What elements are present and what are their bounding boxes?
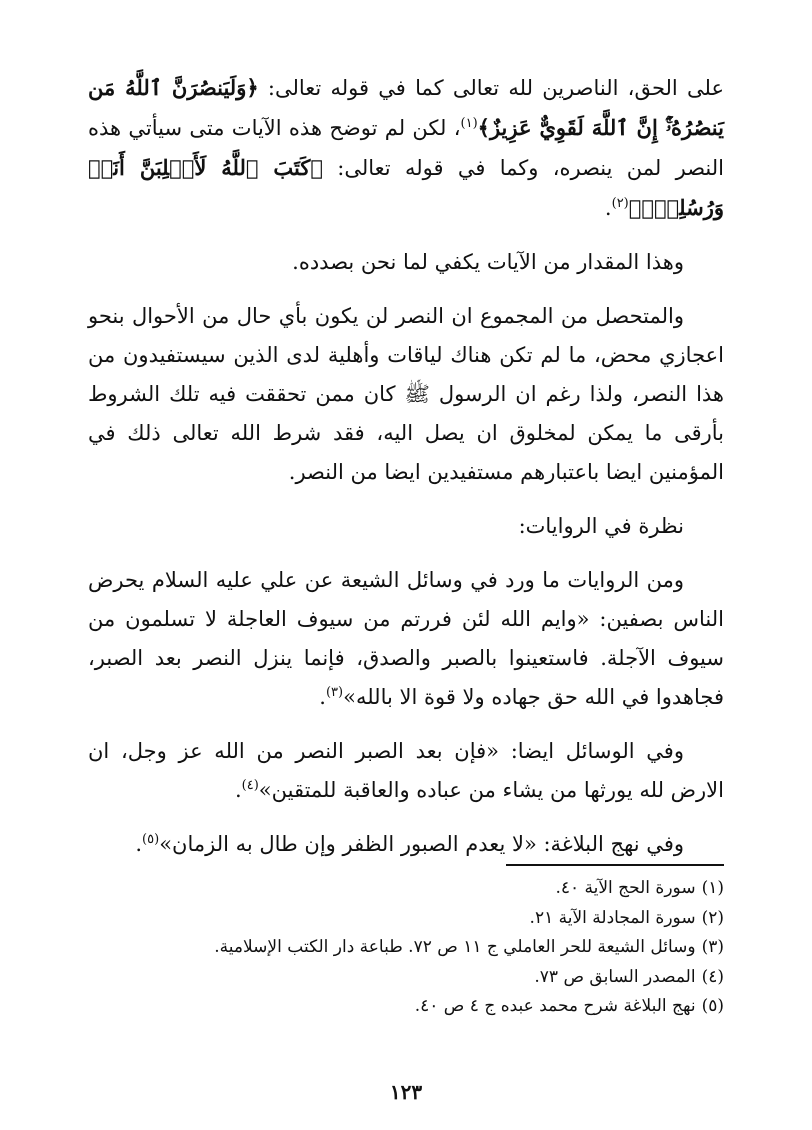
footnote-3 xyxy=(88,933,724,963)
footnote-ref-2[interactable]: (٢) xyxy=(611,196,629,211)
footnote-text: سورة المجادلة الآية ٢١. xyxy=(529,907,696,928)
paragraph-5-text: ومن الروايات ما ورد في وسائل الشيعة عن علي عليه السلام يحرض الناس بصفين: «وايم الله لئن فررتم من سيوف العاجلة لا تسلمون من سيوف الآجلة. فاستعينوا بالصبر والصدق، فإنما ينزل النصر بعد الصبر، فجاهدوا في الله حق جهاده ولا قوة الا بالله» xyxy=(88,568,724,709)
footnote-number: (٢) xyxy=(701,907,724,928)
footnote-4 xyxy=(88,963,724,993)
paragraph-5-end: . xyxy=(319,685,326,709)
page-number: ١٢٣ xyxy=(389,1080,423,1104)
main-text xyxy=(88,68,724,864)
paragraph-1 xyxy=(88,68,724,228)
quran-verse-2: ﴿كَتَبَ ٱللَّهُ لَأَغۡلِبَنَّ أَنَا۠ وَرُسُلِيٓۚ﴾ xyxy=(88,155,724,220)
footnote-ref-3[interactable]: (٣) xyxy=(325,685,344,700)
footnote-text: وسائل الشيعة للحر العاملي ج ١١ ص ٧٢. طباعة دار الكتب الإسلامية. xyxy=(214,937,696,957)
footnote-5 xyxy=(88,992,724,1022)
paragraph-2: وهذا المقدار من الآيات يكفي لما نحن بصدده. xyxy=(292,250,684,274)
paragraph-1-text-b: ، لكن لم توضح هذه الآيات متى سيأتي هذه النصر لمن ينصره، وكما في قوله تعالى: xyxy=(88,116,724,180)
footnote-2 xyxy=(88,904,724,934)
paragraph-5 xyxy=(88,561,724,717)
paragraph-6 xyxy=(88,732,724,810)
paragraph-6-end: . xyxy=(234,778,242,802)
section-heading: نظرة في الروايات: xyxy=(518,514,684,538)
quran-verse-1: ﴿وَلَيَنصُرَنَّ ٱللَّهُ مَن يَنصُرُهُۥٓۚ إِنَّ ٱللَّهَ لَقَوِيٌّ عَزِيزٌ﴾ xyxy=(88,75,724,140)
footnote-number: (٤) xyxy=(701,966,724,987)
paragraph-1-end: . xyxy=(604,196,612,220)
footnotes xyxy=(88,874,724,1022)
footnote-ref-5[interactable]: (٥) xyxy=(142,832,160,847)
footnote-text: سورة الحج الآية ٤٠. xyxy=(555,878,696,898)
footnote-number: (٣) xyxy=(701,937,724,957)
footnote-text: نهج البلاغة شرح محمد عبده ج ٤ ص ٤٠. xyxy=(414,996,696,1016)
paragraph-7 xyxy=(88,825,724,864)
paragraph-7-text: وفي نهج البلاغة: «لا يعدم الصبور الظفر وإن طال به الزمان» xyxy=(159,832,684,856)
paragraph-6-text: وفي الوسائل ايضا: «فإن بعد الصبر النصر من الله عز وجل، ان الارض لله يورثها من يشاء من عباده والعاقبة للمتقين» xyxy=(88,739,724,802)
footnote-text: المصدر السابق ص ٧٣. xyxy=(534,966,696,987)
paragraph-7-end: . xyxy=(135,832,143,856)
footnote-1 xyxy=(88,874,724,904)
footnote-ref-1[interactable]: (١) xyxy=(460,116,478,131)
footnote-ref-4[interactable]: (٤) xyxy=(241,778,259,793)
footnote-number: (١) xyxy=(701,878,724,898)
paragraph-3: والمتحصل من المجموع ان النصر لن يكون بأي حال من الأحوال بنحو اعجازي محض، ما لم تكن هناك لياقات وأهلية لدى الذين سيستفيدون من هذا النصر، ولذا رغم ان الرسول ﷺ كان ممن تحققت فيه تلك الشروط بأرقى ما يمكن لمخلوق ان يصل اليه، فقد شرط الله تعالى ذلك في المؤمنين ايضا باعتبارهم مستفيدين ايضا من النصر. xyxy=(88,304,724,484)
paragraph-1-text-a: على الحق، الناصرين لله تعالى كما في قوله تعالى: xyxy=(258,76,724,100)
footnote-divider xyxy=(506,864,724,866)
footnote-number: (٥) xyxy=(701,996,724,1016)
